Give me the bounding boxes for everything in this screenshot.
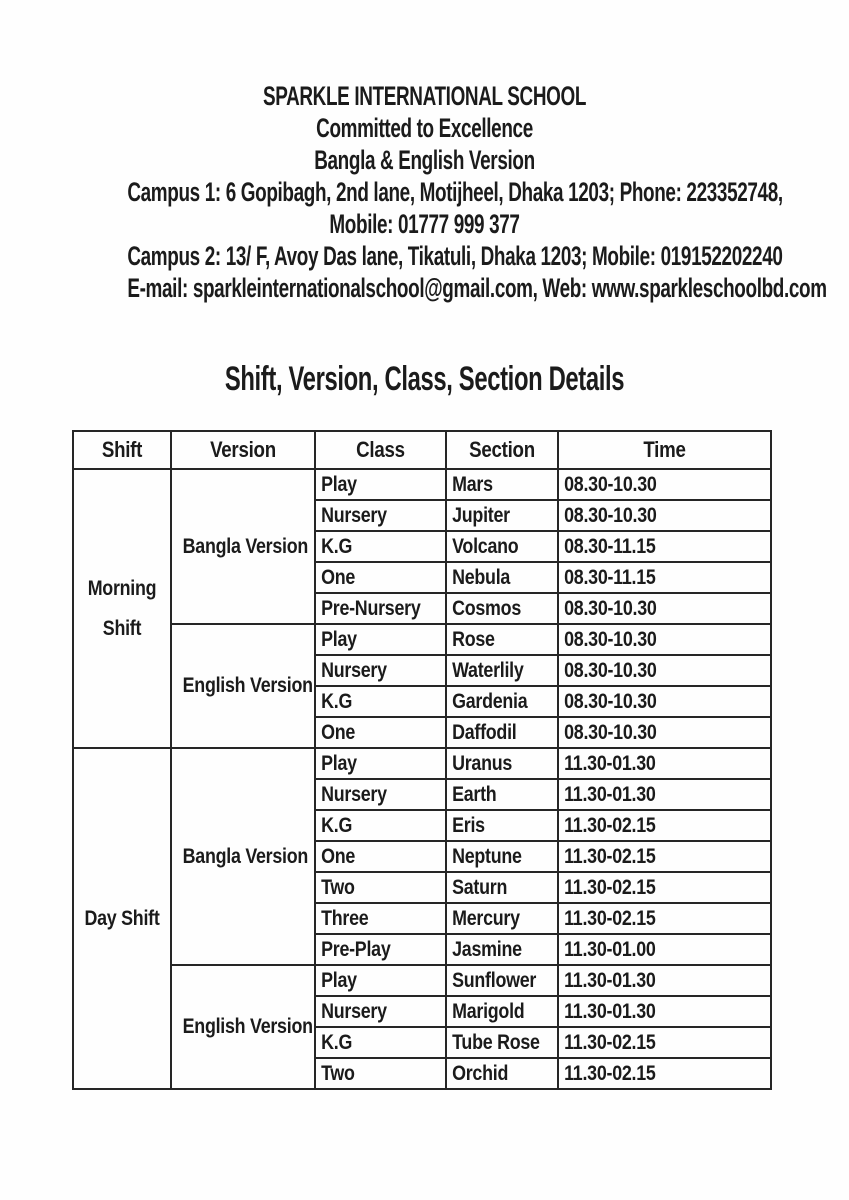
section-cell: Orchid — [446, 1058, 558, 1089]
section-cell: Saturn — [446, 872, 558, 903]
section-cell: Uranus — [446, 748, 558, 779]
table-row — [73, 748, 771, 779]
shift-group-cell: Day Shift — [73, 748, 171, 1089]
page-title — [0, 361, 849, 397]
class-cell: K.G — [315, 531, 446, 562]
letterhead — [0, 0, 849, 304]
time-cell: 08.30-10.30 — [558, 624, 771, 655]
school-name — [0, 80, 849, 112]
page-title-text: Shift, Version, Class, Section Details — [224, 360, 625, 398]
class-cell: Play — [315, 748, 446, 779]
time-cell: 11.30-02.15 — [558, 1058, 771, 1089]
section-cell: Mercury — [446, 903, 558, 934]
time-cell: 08.30-10.30 — [558, 717, 771, 748]
time-cell: 08.30-11.15 — [558, 562, 771, 593]
class-cell: One — [315, 562, 446, 593]
class-cell: K.G — [315, 1027, 446, 1058]
school-name-text: SPARKLE INTERNATIONAL SCHOOL — [262, 81, 587, 111]
time-cell: 08.30-10.30 — [558, 500, 771, 531]
class-cell: Two — [315, 872, 446, 903]
time-cell: 11.30-02.15 — [558, 903, 771, 934]
campus2-address-text: Campus 2: 13/ F, Avoy Das lane, Tikatuli, Dhaka 1203; Mobile: 019152202240 — [127, 241, 783, 271]
time-cell: 08.30-10.30 — [558, 469, 771, 500]
campus2-address-line — [0, 240, 849, 272]
class-cell: Nursery — [315, 779, 446, 810]
column-header-time: Time — [558, 431, 771, 469]
class-cell: Play — [315, 624, 446, 655]
section-cell: Tube Rose — [446, 1027, 558, 1058]
time-cell: 11.30-01.00 — [558, 934, 771, 965]
campus1-address-line1 — [0, 176, 849, 208]
school-version-line — [0, 144, 849, 176]
column-header-class: Class — [315, 431, 446, 469]
time-cell: 08.30-11.15 — [558, 531, 771, 562]
time-cell: 11.30-01.30 — [558, 965, 771, 996]
time-cell: 08.30-10.30 — [558, 655, 771, 686]
time-cell: 11.30-01.30 — [558, 779, 771, 810]
time-cell: 11.30-01.30 — [558, 996, 771, 1027]
campus1-address-text2: Mobile: 01777 999 377 — [329, 209, 520, 239]
time-cell: 11.30-02.15 — [558, 810, 771, 841]
section-cell: Neptune — [446, 841, 558, 872]
section-cell: Jupiter — [446, 500, 558, 531]
section-cell: Gardenia — [446, 686, 558, 717]
column-header-section: Section — [446, 431, 558, 469]
class-cell: Three — [315, 903, 446, 934]
version-group-cell: English Version — [171, 965, 315, 1089]
time-cell: 08.30-10.30 — [558, 593, 771, 624]
class-cell: Nursery — [315, 996, 446, 1027]
class-cell: Pre-Nursery — [315, 593, 446, 624]
time-cell: 11.30-01.30 — [558, 748, 771, 779]
version-group-cell: English Version — [171, 624, 315, 748]
class-cell: K.G — [315, 686, 446, 717]
contact-line — [0, 272, 849, 304]
section-cell: Cosmos — [446, 593, 558, 624]
section-cell: Marigold — [446, 996, 558, 1027]
time-cell: 11.30-02.15 — [558, 1027, 771, 1058]
time-cell: 08.30-10.30 — [558, 686, 771, 717]
time-cell: 11.30-02.15 — [558, 872, 771, 903]
class-cell: Pre-Play — [315, 934, 446, 965]
class-cell: One — [315, 841, 446, 872]
school-tagline-text: Committed to Excellence — [316, 113, 533, 143]
section-cell: Mars — [446, 469, 558, 500]
school-version-text: Bangla & English Version — [314, 145, 535, 175]
version-group-cell: Bangla Version — [171, 748, 315, 965]
school-tagline — [0, 112, 849, 144]
time-cell: 11.30-02.15 — [558, 841, 771, 872]
shift-group-cell: Morning Shift — [73, 469, 171, 748]
campus1-address-text1: Campus 1: 6 Gopibagh, 2nd lane, Motijheel, Dhaka 1203; Phone: 223352748, — [127, 177, 783, 207]
contact-line-text: E-mail: sparkleinternationalschool@gmail.com, Web: www.sparkleschoolbd.com — [127, 273, 827, 303]
class-cell: Play — [315, 965, 446, 996]
table-row — [73, 965, 771, 996]
section-cell: Nebula — [446, 562, 558, 593]
section-cell: Jasmine — [446, 934, 558, 965]
class-cell: Nursery — [315, 500, 446, 531]
schedule-table — [72, 430, 772, 1090]
section-cell: Volcano — [446, 531, 558, 562]
table-row — [73, 469, 771, 500]
section-cell: Earth — [446, 779, 558, 810]
column-header-version: Version — [171, 431, 315, 469]
class-cell: Two — [315, 1058, 446, 1089]
class-cell: Nursery — [315, 655, 446, 686]
version-group-cell: Bangla Version — [171, 469, 315, 624]
class-cell: K.G — [315, 810, 446, 841]
table-header-row — [73, 431, 771, 469]
class-cell: One — [315, 717, 446, 748]
table-row — [73, 624, 771, 655]
column-header-shift: Shift — [73, 431, 171, 469]
section-cell: Sunflower — [446, 965, 558, 996]
section-cell: Daffodil — [446, 717, 558, 748]
section-cell: Rose — [446, 624, 558, 655]
section-cell: Eris — [446, 810, 558, 841]
campus1-address-line2 — [0, 208, 849, 240]
class-cell: Play — [315, 469, 446, 500]
section-cell: Waterlily — [446, 655, 558, 686]
